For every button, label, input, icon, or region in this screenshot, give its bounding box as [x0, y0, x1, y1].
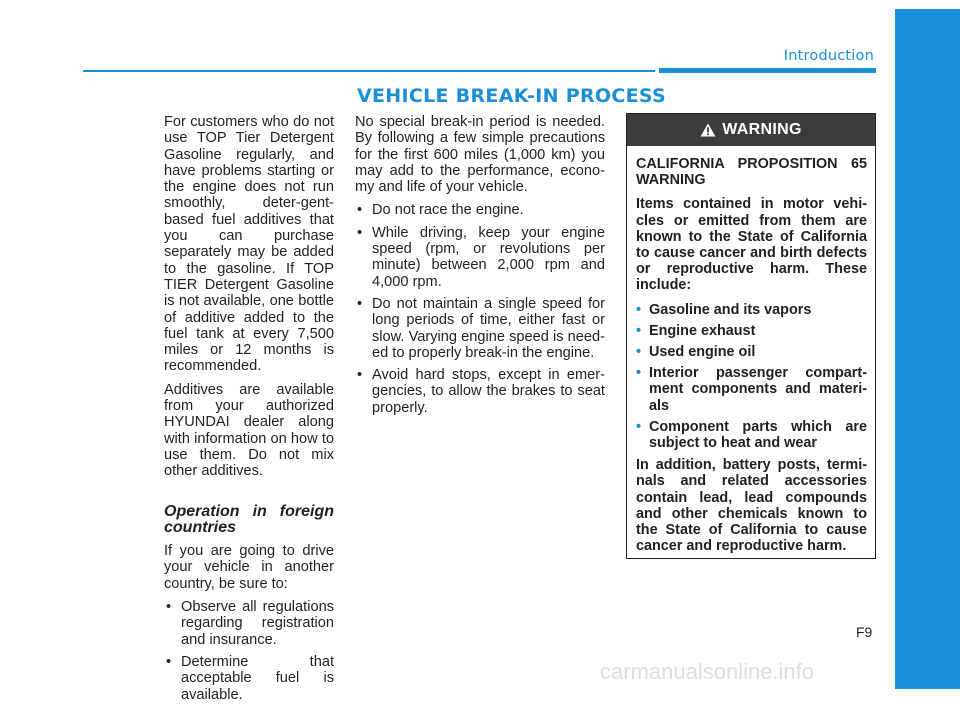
fuel-additive-paragraph: For customers who do not use TOP Tier Detergent Gasoline regularly, and have problems starting or the engine does not run smoothly, deter-gent-based fuel additives that you can purchase separately may be added to the gasoline. If TOP TIER Detergent Gasoline is not available, one bottle of additive added to the fuel tank at every 7,500 miles or 12 months is recommended. — [164, 114, 334, 375]
list-item: • Engine exhaust — [636, 323, 867, 339]
page-number: F9 — [856, 624, 873, 640]
header-rule-accent — [659, 68, 876, 73]
warning-intro: Items contained in motor vehi-cles or emitted from them are known to the State of California to cause cancer and birth defects or reproductive harm. These include: — [636, 196, 867, 294]
warning-heading: CALIFORNIA PROPOSITION 65 WARNING — [636, 156, 867, 189]
warning-body — [627, 146, 875, 554]
header-rule — [83, 70, 655, 72]
list-item: • Do not maintain a single speed for long periods of time, either fast or slow. Varying engine speed is need-ed to properly break-in the engine. — [355, 296, 605, 361]
foreign-countries-paragraph: If you are going to drive your vehicle in another country, be sure to: — [164, 543, 334, 592]
page-title: VEHICLE BREAK-IN PROCESS — [357, 85, 666, 107]
warning-header — [627, 114, 875, 146]
list-item: • While driving, keep your engine speed (rpm, or revolutions per minute) between 2,000 rpm and 4,000 rpm. — [355, 225, 605, 290]
foreign-countries-list — [164, 599, 334, 703]
list-item: • Avoid hard stops, except in emer-gencies, to allow the brakes to seat properly. — [355, 367, 605, 416]
warning-triangle-icon — [700, 123, 716, 137]
list-item: • Determine that acceptable fuel is available. — [164, 654, 334, 703]
list-item: • Used engine oil — [636, 344, 867, 360]
list-item: • Component parts which are subject to heat and wear — [636, 419, 867, 451]
warning-closing: In addition, battery posts, termi-nals and related accessories contain lead, lead compounds and other chemicals known to the State of California to cause cancer and reproductive harm. — [636, 457, 867, 555]
list-item: • Observe all regulations regarding registration and insurance. — [164, 599, 334, 648]
warning-box — [626, 113, 876, 559]
section-label: Introduction — [783, 48, 874, 64]
break-in-intro: No special break-in period is needed. By following a few simple precautions for the first 600 miles (1,000 km) you may add to the performance, econo-my and life of your vehicle. — [355, 114, 605, 196]
break-in-list — [355, 202, 605, 416]
additives-paragraph: Additives are available from your authorized HYUNDAI dealer along with information on how to use them. Do not mix other additives. — [164, 381, 334, 480]
list-item: • Interior passenger compart-ment components and materi-als — [636, 365, 867, 414]
watermark: carmanualsonline.info — [600, 659, 815, 684]
warning-label: WARNING — [722, 121, 802, 138]
list-item: • Gasoline and its vapors — [636, 302, 867, 318]
left-column — [164, 114, 334, 709]
side-tab-bar — [895, 9, 960, 689]
middle-column — [355, 114, 605, 422]
list-item: • Do not race the engine. — [355, 202, 605, 218]
warning-list — [636, 302, 867, 452]
foreign-countries-heading: Operation in foreign countries — [164, 502, 334, 536]
